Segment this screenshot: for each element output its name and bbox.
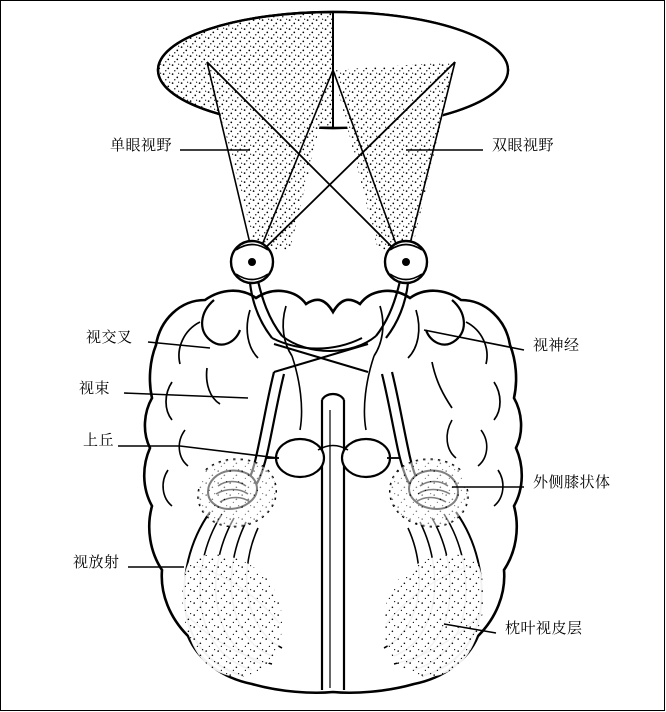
label-occipital-visual-cortex: 枕叶视皮层	[505, 619, 583, 637]
label-optic-chiasm: 视交叉	[86, 328, 133, 346]
label-superior-colliculus: 上丘	[83, 431, 115, 449]
label-monocular-field: 单眼视野	[110, 136, 173, 154]
right-eye	[385, 241, 427, 283]
label-optic-nerve: 视神经	[533, 336, 580, 354]
label-binocular-field: 双眼视野	[492, 136, 555, 154]
label-lateral-geniculate: 外侧膝状体	[533, 473, 611, 491]
label-optic-radiation: 视放射	[73, 553, 120, 571]
label-optic-tract: 视束	[79, 379, 111, 397]
left-eye	[231, 241, 273, 283]
